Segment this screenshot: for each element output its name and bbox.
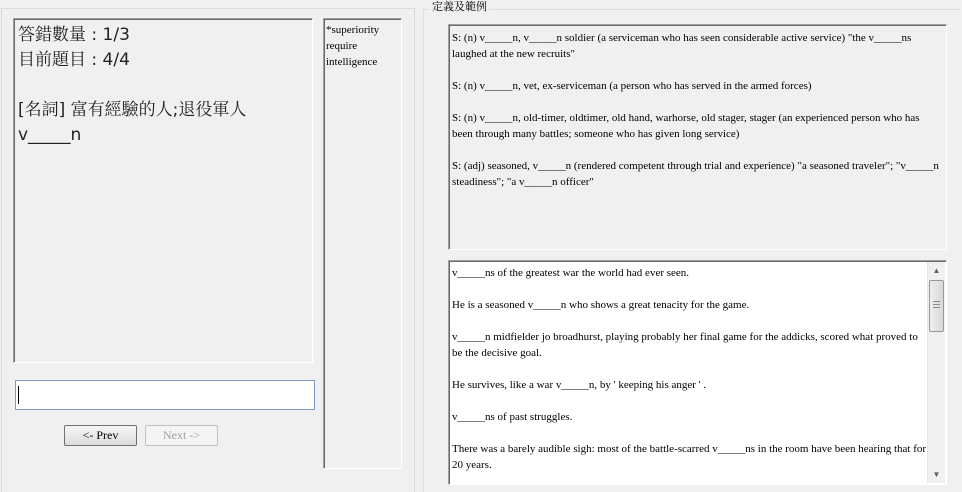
text-caret xyxy=(18,386,19,404)
definition-entry: S: (n) v_____n, old-timer, oldtimer, old hand, warhorse, old stager, stager (an experienced person who has been through many battles; someone who has given long service) xyxy=(452,112,920,140)
prev-button[interactable]: <- Prev xyxy=(64,425,137,446)
word-list[interactable] xyxy=(323,18,402,469)
group-title: 定義及範例 xyxy=(432,0,487,13)
example-sentence: v_____n midfielder jo broadhurst, playing probably her final game for the addicks, scored what proved to be the decisive goal. xyxy=(452,331,918,359)
word-list-item[interactable]: intelligence xyxy=(326,56,378,68)
example-sentence: He is a seasoned v_____n who shows a great tenacity for the game. xyxy=(452,299,750,311)
definitions-panel xyxy=(448,24,947,250)
chinese-definition: [名詞] 富有經驗的人;退役軍人 xyxy=(18,100,247,120)
example-sentence: v_____ns of the greatest war the world had ever seen. xyxy=(452,267,690,279)
word-list-item[interactable]: require xyxy=(326,40,358,52)
example-sentence: He survives, like a war v_____n, by ' keeping his anger ' . xyxy=(452,379,707,391)
example-sentence: v_____ns of past struggles. xyxy=(452,411,573,423)
examples-panel[interactable] xyxy=(448,260,947,485)
next-button[interactable]: Next -> xyxy=(145,425,218,446)
definition-entry: S: (n) v_____n, vet, ex-serviceman (a person who has served in the armed forces) xyxy=(452,80,812,92)
definition-entry: S: (adj) seasoned, v_____n (rendered competent through trial and experience) "a seasoned traveler"; "v_____n steadiness"; "a v_____n officer" xyxy=(452,160,939,188)
examples-scrollbar[interactable] xyxy=(927,262,945,483)
scroll-up-icon[interactable]: ▲ xyxy=(932,266,941,275)
scroll-thumb[interactable] xyxy=(929,280,944,332)
word-list-item[interactable]: *superiority xyxy=(326,24,380,36)
current-question: 目前題目 : 4/4 xyxy=(18,50,130,70)
example-sentence: There was a barely audible sigh: most of the battle-scarred v_____ns in the room have been hearing that for 20 years. xyxy=(452,443,927,471)
status-panel xyxy=(13,18,313,363)
grip-icon xyxy=(933,301,940,309)
definition-entry: S: (n) v_____n, v_____n soldier (a serviceman who has seen considerable active service) "the v_____ns laughed at the new recruits" xyxy=(452,32,912,60)
word-hint: v_____n xyxy=(18,125,82,145)
wrong-count: 答錯數量 : 1/3 xyxy=(18,25,130,45)
answer-input[interactable] xyxy=(15,380,315,410)
scroll-down-icon[interactable]: ▼ xyxy=(932,470,941,479)
